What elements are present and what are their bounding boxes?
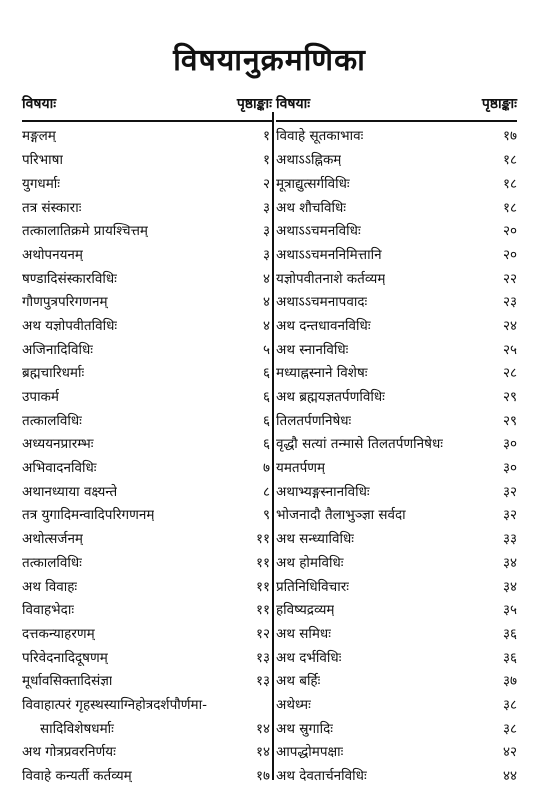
- toc-entry: [276, 552, 517, 576]
- toc-entry: [276, 173, 517, 197]
- page-header: पृष्ठाङ्काः: [236, 95, 272, 112]
- entry-title: अथोत्सर्जनम्: [22, 531, 84, 548]
- entry-page-number: ११: [255, 531, 270, 548]
- entry-page-number: २९: [502, 412, 517, 429]
- entry-page-number: ३०: [502, 460, 517, 477]
- toc-entry: [276, 149, 517, 173]
- toc-entry: [276, 220, 517, 244]
- entry-title: अथानध्याया वक्ष्यन्ते: [22, 483, 118, 500]
- toc-entry: [22, 315, 272, 339]
- toc-entry: [276, 599, 517, 623]
- toc-entry: [22, 339, 272, 363]
- entry-title: अथ गोत्रप्रवरनिर्णयः: [22, 744, 116, 761]
- entry-page-number: १: [262, 152, 270, 169]
- entry-title: अथ देवतार्चनविधिः: [276, 768, 367, 785]
- toc-entry: [276, 386, 517, 410]
- toc-entry: [276, 339, 517, 363]
- entry-page-number: ४: [262, 317, 270, 334]
- toc-entry: [22, 126, 272, 150]
- entry-title: उपाकर्म: [22, 389, 60, 406]
- toc-entry: [22, 765, 272, 789]
- entry-page-number: ४: [262, 270, 270, 287]
- entry-page-number: २: [262, 175, 270, 192]
- toc-entry: [276, 268, 517, 292]
- toc-entry: [22, 528, 272, 552]
- entry-title: अथाऽऽचमनविधिः: [276, 223, 361, 240]
- entry-page-number: १७: [502, 128, 517, 145]
- entry-page-number: ७: [262, 460, 270, 477]
- entry-title: अथाभ्यङ्गस्नानविधिः: [276, 483, 370, 500]
- toc-entry: [276, 197, 517, 221]
- entry-title: अथ बर्हिः: [276, 673, 321, 690]
- entry-title: यज्ञोपवीतनाशे कर्तव्यम्: [276, 270, 386, 287]
- toc-entry: [22, 670, 272, 694]
- toc-entry: [276, 670, 517, 694]
- entry-title: तत्र युगादिमन्वादिपरिगणनम्: [22, 507, 155, 524]
- entry-title: तत्कालातिक्रमे प्रायश्चित्तम्: [22, 223, 148, 240]
- entry-title: मध्याह्नस्नाने विशेषः: [276, 365, 368, 382]
- entry-page-number: ३६: [502, 649, 517, 666]
- entry-title: विवाहभेदाः: [22, 602, 75, 619]
- entry-page-number: १८: [502, 175, 517, 192]
- left-entry-list: [22, 126, 272, 789]
- toc-entry: [276, 505, 517, 529]
- toc-entry: [276, 244, 517, 268]
- subject-header: विषयाः: [22, 95, 57, 112]
- entry-page-number: १३: [255, 673, 270, 690]
- toc-entry: [22, 268, 272, 292]
- entry-title: अथ सन्ध्याविधिः: [276, 531, 355, 548]
- entry-page-number: ३०: [502, 436, 517, 453]
- entry-page-number: २४: [502, 317, 517, 334]
- entry-title: अथ समिधः: [276, 625, 331, 642]
- entry-title: षण्डादिसंस्कारविधिः: [22, 270, 117, 287]
- toc-entry: [276, 481, 517, 505]
- page-title: विषयानुक्रमणिका: [173, 43, 366, 78]
- entry-page-number: २९: [502, 389, 517, 406]
- subject-header: विषयाः: [276, 95, 311, 112]
- toc-entry: [276, 291, 517, 315]
- entry-title: अथ विवाहः: [22, 578, 78, 595]
- entry-page-number: ३२: [502, 507, 517, 524]
- entry-page-number: ११: [255, 554, 270, 571]
- entry-page-number: १४: [255, 744, 270, 761]
- entry-title: अथ दर्भविधिः: [276, 649, 342, 666]
- toc-entry: [22, 599, 272, 623]
- entry-title: अथाऽऽचमननिमित्तानि: [276, 246, 382, 263]
- entry-page-number: ३८: [502, 720, 517, 737]
- entry-page-number: ३७: [502, 673, 517, 690]
- toc-entry: [276, 528, 517, 552]
- toc-right-column: [276, 88, 517, 789]
- toc-entry: [276, 315, 517, 339]
- entry-page-number: ६: [262, 412, 270, 429]
- entry-page-number: १: [262, 128, 270, 145]
- toc-entry: [22, 291, 272, 315]
- toc-entry: [22, 220, 272, 244]
- toc-entry: [22, 505, 272, 529]
- entry-page-number: ११: [255, 602, 270, 619]
- entry-title: दत्तकन्याहरणम्: [22, 625, 95, 642]
- entry-page-number: २०: [502, 246, 517, 263]
- entry-title: आपद्धोमपक्षाः: [276, 744, 344, 761]
- toc-entry: [276, 410, 517, 434]
- toc-entry: [276, 433, 517, 457]
- right-entry-list: [276, 126, 517, 789]
- entry-page-number: २२: [502, 270, 517, 287]
- entry-title: ब्रह्मचारिधर्माः: [22, 365, 85, 382]
- entry-page-number: २३: [502, 294, 517, 311]
- entry-page-number: २०: [502, 223, 517, 240]
- entry-title: अथेध्मः: [276, 696, 311, 713]
- entry-page-number: १८: [502, 199, 517, 216]
- toc-entry: [22, 741, 272, 765]
- entry-page-number: ३८: [502, 696, 517, 713]
- entry-page-number: ६: [262, 365, 270, 382]
- entry-title: तत्र संस्काराः: [22, 199, 82, 216]
- entry-page-number: ३६: [502, 625, 517, 642]
- entry-page-number: १७: [255, 768, 270, 785]
- toc-entry: [22, 244, 272, 268]
- entry-page-number: ३४: [502, 578, 517, 595]
- entry-page-number: ९: [262, 507, 270, 524]
- toc-entry-multiline: [22, 694, 272, 741]
- toc-entry: [276, 765, 517, 789]
- toc-entry: [276, 457, 517, 481]
- entry-title: परिवेदनादिदूषणम्: [22, 649, 108, 666]
- toc-left-column: [22, 88, 272, 789]
- entry-page-number: ६: [262, 436, 270, 453]
- entry-title: अथाऽऽह्निकम्: [276, 152, 342, 169]
- entry-title: अथ होमविधिः: [276, 554, 344, 571]
- entry-page-number: ५: [262, 341, 270, 358]
- entry-page-number: ११: [255, 578, 270, 595]
- toc-entry: [22, 457, 272, 481]
- entry-title: गौणपुत्रपरिगणनम्: [22, 294, 108, 311]
- entry-title: अथ स्नानविधिः: [276, 341, 349, 358]
- entry-title: मूत्राद्युत्सर्गविधिः: [276, 175, 350, 192]
- entry-title-line2: सादिविशेषधर्माः: [40, 720, 114, 737]
- page-header: पृष्ठाङ्काः: [481, 95, 517, 112]
- toc-entry: [22, 576, 272, 600]
- entry-page-number: ३२: [502, 483, 517, 500]
- toc-entry: [22, 197, 272, 221]
- toc-entry: [276, 741, 517, 765]
- toc-entry: [276, 647, 517, 671]
- entry-title: अजिनादिविधिः: [22, 341, 94, 358]
- entry-title: अध्ययनप्रारम्भः: [22, 436, 94, 453]
- toc-entry: [22, 362, 272, 386]
- toc-entry: [22, 149, 272, 173]
- entry-title: अभिवादनविधिः: [22, 460, 97, 477]
- toc-entry: [276, 694, 517, 718]
- toc-entry: [22, 481, 272, 505]
- column-divider: [272, 112, 274, 780]
- entry-title: विवाहे कन्यर्ती कर्तव्यम्: [22, 768, 132, 785]
- entry-page-number: २५: [502, 341, 517, 358]
- entry-title: तत्कालविधिः: [22, 554, 82, 571]
- entry-title: मङ्गलम्: [22, 128, 56, 145]
- entry-page-number: ३३: [502, 531, 517, 548]
- entry-title: विवाहे सूतकाभावः: [276, 128, 364, 145]
- toc-entry: [22, 173, 272, 197]
- entry-title: भोजनादौ तैलाभुञ्ज्ञा सर्वदा: [276, 507, 406, 524]
- entry-page-number: ३: [262, 246, 270, 263]
- entry-title: वृद्धौ सत्यां तन्मासे तिलतर्पणनिषेधः: [276, 436, 444, 453]
- entry-page-number: १८: [502, 152, 517, 169]
- entry-title: अथ दन्तधावनविधिः: [276, 317, 371, 334]
- header-rule: [22, 120, 272, 122]
- toc-entry: [22, 623, 272, 647]
- entry-title: परिभाषा: [22, 152, 63, 169]
- entry-page-number: ३५: [502, 602, 517, 619]
- right-column-header: [276, 88, 517, 118]
- entry-title: अथ शौचविधिः: [276, 199, 347, 216]
- toc-entry: [276, 126, 517, 150]
- entry-page-number: ८: [262, 483, 270, 500]
- entry-title: अथ यज्ञोपवीतविधिः: [22, 317, 118, 334]
- entry-page-number: ४: [262, 294, 270, 311]
- entry-title: अथ स्रुगादिः: [276, 720, 333, 737]
- entry-title: युगधर्माः: [22, 175, 61, 192]
- toc-entry: [22, 647, 272, 671]
- entry-title: अथाऽऽचमनापवादः: [276, 294, 368, 311]
- toc-entry: [276, 623, 517, 647]
- entry-page-number: ३: [262, 199, 270, 216]
- entry-title: तिलतर्पणनिषेधः: [276, 412, 352, 429]
- entry-title: यमतर्पणम्: [276, 460, 326, 477]
- entry-page-number: १३: [255, 649, 270, 666]
- entry-title: हविष्यद्रव्यम्: [276, 602, 335, 619]
- entry-page-number: ४२: [502, 744, 517, 761]
- entry-title: अथोपनयनम्: [22, 246, 83, 263]
- toc-entry: [22, 433, 272, 457]
- toc-entry: [276, 362, 517, 386]
- toc-entry: [276, 718, 517, 742]
- header-rule: [276, 120, 517, 122]
- toc-entry: [22, 552, 272, 576]
- entry-page-number: १२: [255, 625, 270, 642]
- entry-title: मूर्धावसिक्तादिसंज्ञा: [22, 673, 113, 690]
- entry-title-line1: विवाहात्परं गृहस्थस्याग्निहोत्रदर्शपौर्णमा-: [22, 697, 207, 713]
- toc-entry: [22, 410, 272, 434]
- entry-title: तत्कालविधिः: [22, 412, 82, 429]
- toc-entry: [22, 386, 272, 410]
- entry-title: प्रतिनिधिविचारः: [276, 578, 349, 595]
- entry-page-number: ६: [262, 389, 270, 406]
- entry-page-number: ४४: [502, 768, 517, 785]
- entry-title: अथ ब्रह्मयज्ञतर्पणविधिः: [276, 389, 385, 406]
- entry-page-number: ३: [262, 223, 270, 240]
- entry-page-number: २८: [502, 365, 517, 382]
- entry-page-number: ३४: [502, 554, 517, 571]
- left-column-header: [22, 88, 272, 118]
- entry-title-line2-row: [22, 718, 272, 742]
- toc-entry: [276, 576, 517, 600]
- entry-page-number: १४: [255, 720, 270, 737]
